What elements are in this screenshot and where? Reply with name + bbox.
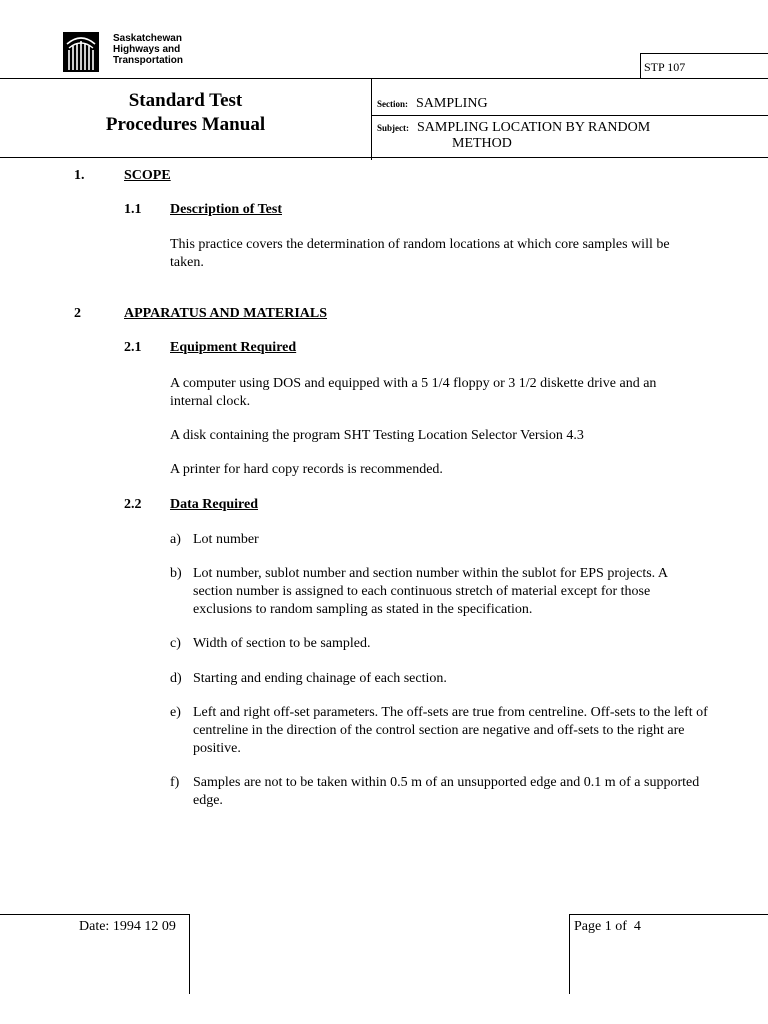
list-item-text: Lot number, sublot number and section number within the sublot for EPS projects. A section number is assigned to each continuous stretch of material except for those exclusions to random sampling as stated in the specification. [193, 566, 668, 617]
section-2-1-para-2: A disk containing the program SHT Testing Location Selector Version 4.3 [170, 428, 584, 443]
list-item-text: Lot number [193, 532, 259, 547]
footer-left-divider [189, 914, 190, 994]
section-2-1-para-3: A printer for hard copy records is recommended. [170, 462, 443, 477]
section-1-title: SCOPE [124, 168, 171, 183]
subject-line2: METHOD [452, 136, 512, 151]
list-item-label: a) [170, 532, 181, 547]
section-1-number: 1. [74, 168, 85, 183]
section-2-2-number: 2.2 [124, 497, 142, 512]
subject-label: Subject: [377, 123, 409, 133]
manual-title-line1: Standard Test [128, 90, 243, 111]
list-item [170, 635, 710, 653]
stp-box-left [640, 53, 641, 79]
list-item-text: Width of section to be sampled. [193, 636, 371, 651]
manual-title-line2: Procedures Manual [105, 114, 266, 135]
agency-logo [63, 32, 99, 72]
list-item [170, 531, 710, 549]
list-item [170, 774, 710, 810]
list-item-label: e) [170, 705, 181, 720]
wheat-sheaf-icon [63, 32, 99, 72]
agency-name-line2: Highways and [113, 44, 181, 55]
header-mid-rule [371, 115, 768, 116]
section-2-title: APPARATUS AND MATERIALS [124, 306, 328, 321]
list-item-text: Left and right off-set parameters. The off-sets are true from centreline. Off-sets to the left of centreline in the direction of the control section are negative and off-sets to the right are positive. [193, 705, 708, 756]
list-item-text: Samples are not to be taken within 0.5 m of an unsupported edge and 0.1 m of a supported edge. [193, 775, 700, 808]
section-1-1-number: 1.1 [124, 202, 142, 217]
list-item-label: b) [170, 566, 182, 581]
list-item-text: Starting and ending chainage of each section. [193, 671, 447, 686]
section-value: SAMPLING [416, 96, 488, 111]
section-1-1-text: This practice covers the determination of random locations at which core samples will be taken. [170, 237, 670, 270]
subject-row [377, 118, 650, 136]
section-1-1-title: Description of Test [170, 202, 282, 217]
section-2-2-title: Data Required [170, 497, 259, 512]
agency-name-line3: Transportation [113, 55, 184, 66]
section-2-1-para-1: A computer using DOS and equipped with a 5 1/4 floppy or 3 1/2 diskette drive and an internal clock. [170, 376, 657, 409]
manual-title [0, 89, 371, 137]
agency-name [113, 33, 183, 66]
footer-left-rule [0, 914, 190, 915]
list-item-label: d) [170, 671, 182, 686]
footer-page-number: Page 1 of 4 [574, 919, 641, 934]
list-item [170, 670, 710, 688]
header-top-rule [0, 78, 768, 79]
section-2-number: 2 [74, 306, 81, 321]
subject-line1: SAMPLING LOCATION BY RANDOM [417, 120, 651, 135]
header-bottom-rule [0, 157, 768, 158]
section-label: Section: [377, 99, 408, 109]
header-divider [371, 78, 372, 160]
section-2-1-number: 2.1 [124, 340, 142, 355]
stp-code: STP 107 [644, 60, 686, 74]
footer-date: Date: 1994 12 09 [79, 919, 176, 934]
stp-box-top [640, 53, 768, 54]
section-2-1-title: Equipment Required [170, 340, 297, 355]
list-item [170, 704, 710, 758]
list-item-label: f) [170, 775, 180, 790]
list-item-label: c) [170, 636, 181, 651]
section-row [377, 94, 488, 112]
list-item [170, 565, 710, 619]
footer-right-rule [569, 914, 768, 915]
agency-name-line1: Saskatchewan [113, 33, 182, 44]
footer-right-divider [569, 914, 570, 994]
